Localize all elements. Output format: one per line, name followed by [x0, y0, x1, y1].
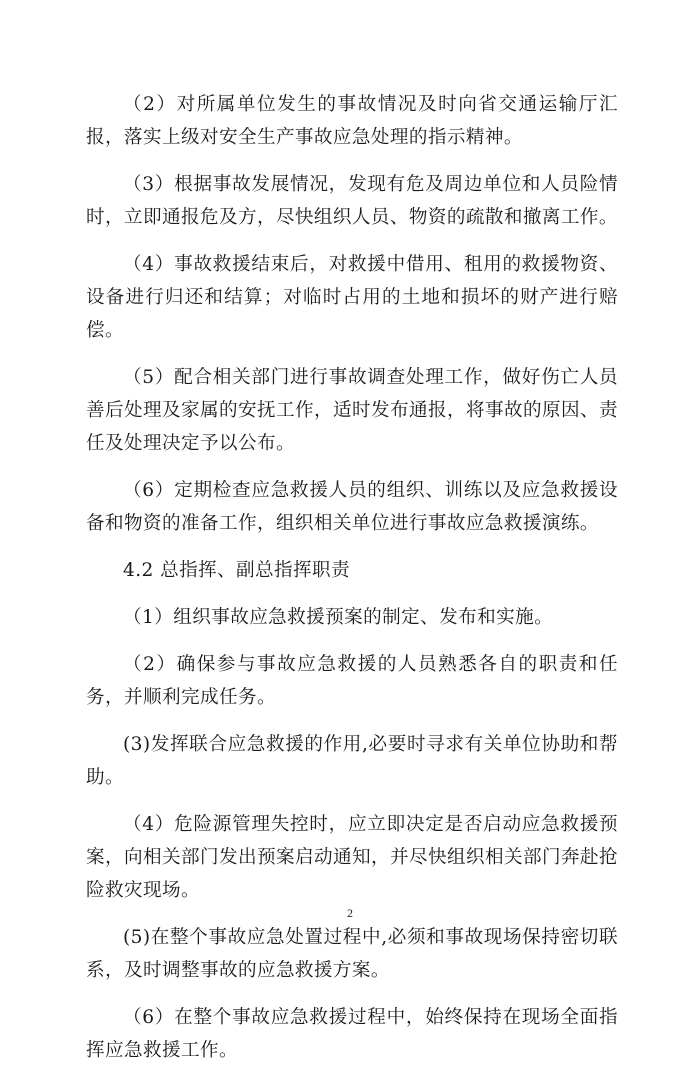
- paragraph-commander-2: （2）确保参与事故应急救援的人员熟悉各自的职责和任务，并顺利完成任务。: [86, 654, 618, 708]
- section-heading-4-2: 4.2 总指挥、副总指挥职责: [123, 560, 351, 581]
- paragraph-commander-6: （6）在整个事故应急救援过程中，始终保持在现场全面指挥应急救援工作。: [86, 1007, 618, 1061]
- document-body: [86, 88, 618, 1081]
- paragraph-duty-5: （5）配合相关部门进行事故调查处理工作，做好伤亡人员善后处理及家属的安抚工作，适时发布通报，将事故的原因、责任及处理决定予以公布。: [86, 367, 618, 454]
- paragraph-commander-1: （1）组织事故应急救援预案的制定、发布和实施。: [123, 607, 554, 628]
- paragraph-commander-5: (5)在整个事故应急处置过程中,必须和事故现场保持密切联系，及时调整事故的应急救援方案。: [86, 927, 618, 981]
- page-number: 2: [347, 906, 353, 920]
- paragraph-commander-4: （4）危险源管理失控时，应立即决定是否启动应急救援预案，向相关部门发出预案启动通知，并尽快组织相关部门奔赴抢险救灾现场。: [86, 814, 618, 901]
- paragraph-commander-3: (3)发挥联合应急救援的作用,必要时寻求有关单位协助和帮助。: [86, 734, 618, 788]
- paragraph-duty-4: （4）事故救援结束后，对救援中借用、租用的救援物资、设备进行归还和结算；对临时占用的土地和损坏的财产进行赔偿。: [86, 254, 618, 341]
- paragraph-duty-2: （2）对所属单位发生的事故情况及时向省交通运输厅汇报，落实上级对安全生产事故应急处理的指示精神。: [86, 94, 618, 148]
- paragraph-duty-6: （6）定期检查应急救援人员的组织、训练以及应急救援设备和物资的准备工作，组织相关单位进行事故应急救援演练。: [86, 480, 618, 534]
- paragraph-duty-3: （3）根据事故发展情况，发现有危及周边单位和人员险情时，立即通报危及方，尽快组织人员、物资的疏散和撤离工作。: [86, 174, 618, 228]
